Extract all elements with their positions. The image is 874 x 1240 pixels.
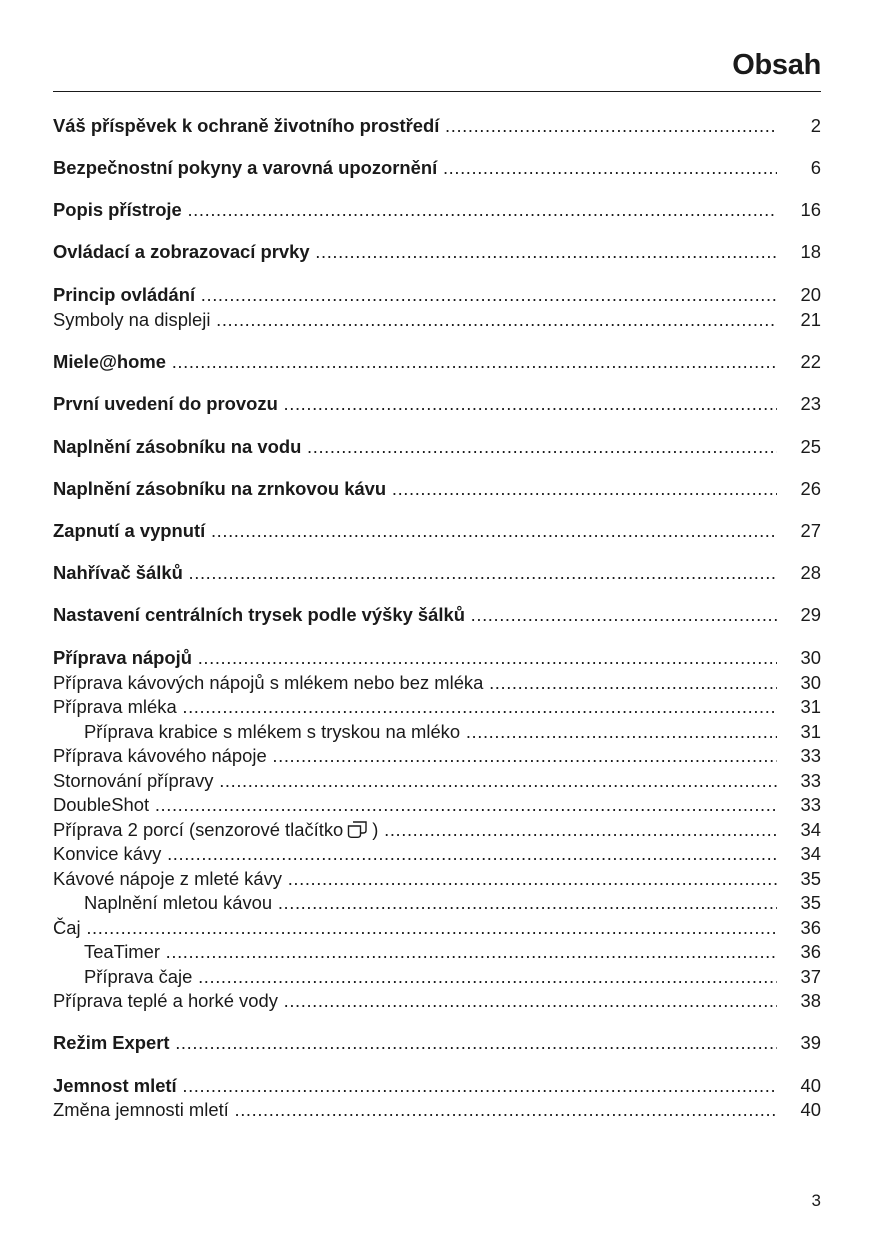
- toc-entry-label: TeaTimer: [84, 941, 160, 962]
- toc-entry-label: Jemnost mletí: [53, 1075, 177, 1096]
- toc-entry-page: 38: [800, 990, 821, 1011]
- toc-entry-cancel[interactable]: [53, 769, 821, 793]
- toc-entry-page: 23: [800, 393, 821, 414]
- toc-entry-drinks[interactable]: [53, 646, 821, 670]
- toc-entry-label: Příprava teplé a horké vody: [53, 990, 278, 1011]
- toc-entry-safety[interactable]: [53, 156, 821, 180]
- toc-entry-page: 21: [800, 309, 821, 330]
- toc-entry-page: 40: [800, 1075, 821, 1096]
- toc-entry-milk[interactable]: [53, 695, 821, 719]
- toc-entry-page: 33: [800, 770, 821, 791]
- toc-entry-cup-heater[interactable]: [53, 561, 821, 585]
- toc-entry-page: 40: [800, 1099, 821, 1120]
- toc-entry-label: Příprava mléka: [53, 696, 177, 717]
- toc-entry-page: 34: [800, 819, 821, 840]
- toc-entry-label: Změna jemnosti mletí: [53, 1099, 229, 1120]
- toc-entry-page: 33: [800, 745, 821, 766]
- toc-entry-label: Nastavení centrálních trysek podle výšky šálků: [53, 604, 465, 625]
- toc-entry-label: Kávové nápoje z mleté kávy: [53, 868, 282, 889]
- toc-entry-label: Ovládací a zobrazovací prvky: [53, 241, 310, 262]
- toc-entry-label: Zapnutí a vypnutí: [53, 520, 206, 541]
- toc-entry-operating-principle[interactable]: [53, 283, 821, 307]
- toc-entry-label: Miele@home: [53, 351, 166, 372]
- toc-entry-controls[interactable]: [53, 240, 821, 264]
- toc-entry-page: 35: [800, 868, 821, 889]
- page-number: 3: [811, 1191, 821, 1210]
- toc-entry-label: Nahřívač šálků: [53, 562, 183, 583]
- toc-entry-page: 27: [800, 520, 821, 541]
- toc-entry-change-grind[interactable]: [53, 1098, 821, 1122]
- toc-entry-label: Příprava nápojů: [53, 647, 192, 668]
- toc-entry-tea[interactable]: [53, 916, 821, 940]
- toc-entry-label: DoubleShot: [53, 794, 150, 815]
- toc-entry-page: 16: [800, 199, 821, 220]
- toc-entry-ground-coffee[interactable]: [53, 867, 821, 891]
- toc-entry-description[interactable]: [53, 198, 821, 222]
- page-title: Obsah: [732, 49, 821, 81]
- toc-entry-bean-container[interactable]: [53, 477, 821, 501]
- toc-entry-label: Příprava kávového nápoje: [53, 745, 267, 766]
- toc-entry-page: 37: [800, 966, 821, 987]
- toc-entry-label: Čaj: [53, 917, 81, 938]
- toc-entry-milk-carton[interactable]: [53, 720, 821, 744]
- toc-entry-hot-water[interactable]: [53, 989, 821, 1013]
- toc-entry-label: Naplnění mletou kávou: [84, 892, 273, 913]
- toc-entry-teatimer[interactable]: [53, 940, 821, 964]
- toc-entry-page: 30: [800, 647, 821, 668]
- toc-entry-page: 36: [800, 941, 821, 962]
- toc-entry-label: Symboly na displeji: [53, 309, 211, 330]
- toc-entry-page: 30: [800, 672, 821, 693]
- toc-entry-label: Stornování přípravy: [53, 770, 214, 791]
- toc-entry-page: 25: [800, 436, 821, 457]
- toc-entry-page: 2: [810, 115, 821, 136]
- toc-entry-grind-setting[interactable]: [53, 1074, 821, 1098]
- toc-entry-coffee-drink[interactable]: [53, 744, 821, 768]
- toc-entry-page: 35: [800, 892, 821, 913]
- toc-entry-page: 31: [800, 721, 821, 742]
- toc-entry-page: 26: [800, 478, 821, 499]
- toc-entry-miele-home[interactable]: [53, 350, 821, 374]
- toc-entry-label: Konvice kávy: [53, 843, 162, 864]
- toc-entry-label: Naplnění zásobníku na zrnkovou kávu: [53, 478, 387, 499]
- toc-entry-coffee-with-milk[interactable]: [53, 671, 821, 695]
- toc-entry-page: 18: [800, 241, 821, 262]
- toc-entry-page: 28: [800, 562, 821, 583]
- toc-entry-label-suffix: ): [372, 819, 379, 840]
- toc-entry-water-tank[interactable]: [53, 435, 821, 459]
- toc-entry-spout-height[interactable]: [53, 603, 821, 627]
- toc-entry-page: 31: [800, 696, 821, 717]
- toc-entry-fill-ground[interactable]: [53, 891, 821, 915]
- toc-entry-label: Popis přístroje: [53, 199, 182, 220]
- toc-entry-page: 22: [800, 351, 821, 372]
- toc-entry-expert-mode[interactable]: [53, 1031, 821, 1055]
- toc-entry-environment[interactable]: [53, 114, 821, 138]
- toc-entry-label: Příprava kávových nápojů s mlékem nebo bez mléka: [53, 672, 484, 693]
- toc-entry-label: Naplnění zásobníku na vodu: [53, 436, 302, 457]
- toc-entry-label: Příprava čaje: [84, 966, 193, 987]
- toc-entry-page: 33: [800, 794, 821, 815]
- toc-entry-page: 36: [800, 917, 821, 938]
- toc-entry-page: 20: [800, 284, 821, 305]
- toc-entry-label: První uvedení do provozu: [53, 393, 278, 414]
- toc-entry-two-portions[interactable]: [53, 818, 821, 842]
- two-cups-icon: [346, 819, 370, 842]
- toc-entry-tea-prep[interactable]: [53, 965, 821, 989]
- toc-entry-label: Příprava 2 porcí (senzorové tlačítko: [53, 819, 344, 840]
- toc-entry-page: 29: [800, 604, 821, 625]
- toc-entry-label: Příprava krabice s mlékem s tryskou na mléko: [84, 721, 461, 742]
- toc-entry-doubleshot[interactable]: [53, 793, 821, 817]
- toc-entry-label: Princip ovládání: [53, 284, 196, 305]
- toc-entry-label: Bezpečnostní pokyny a varovná upozornění: [53, 157, 438, 178]
- toc-entry-page: 34: [800, 843, 821, 864]
- toc-entry-page: 39: [800, 1032, 821, 1053]
- toc-entry-label: Váš příspěvek k ochraně životního prostředí: [53, 115, 440, 136]
- toc-entry-coffee-pot[interactable]: [53, 842, 821, 866]
- toc-entry-on-off[interactable]: [53, 519, 821, 543]
- toc-entry-first-use[interactable]: [53, 392, 821, 416]
- toc-entry-page: 6: [810, 157, 821, 178]
- toc-entry-label: Režim Expert: [53, 1032, 170, 1053]
- toc-entry-display-symbols[interactable]: [53, 308, 821, 332]
